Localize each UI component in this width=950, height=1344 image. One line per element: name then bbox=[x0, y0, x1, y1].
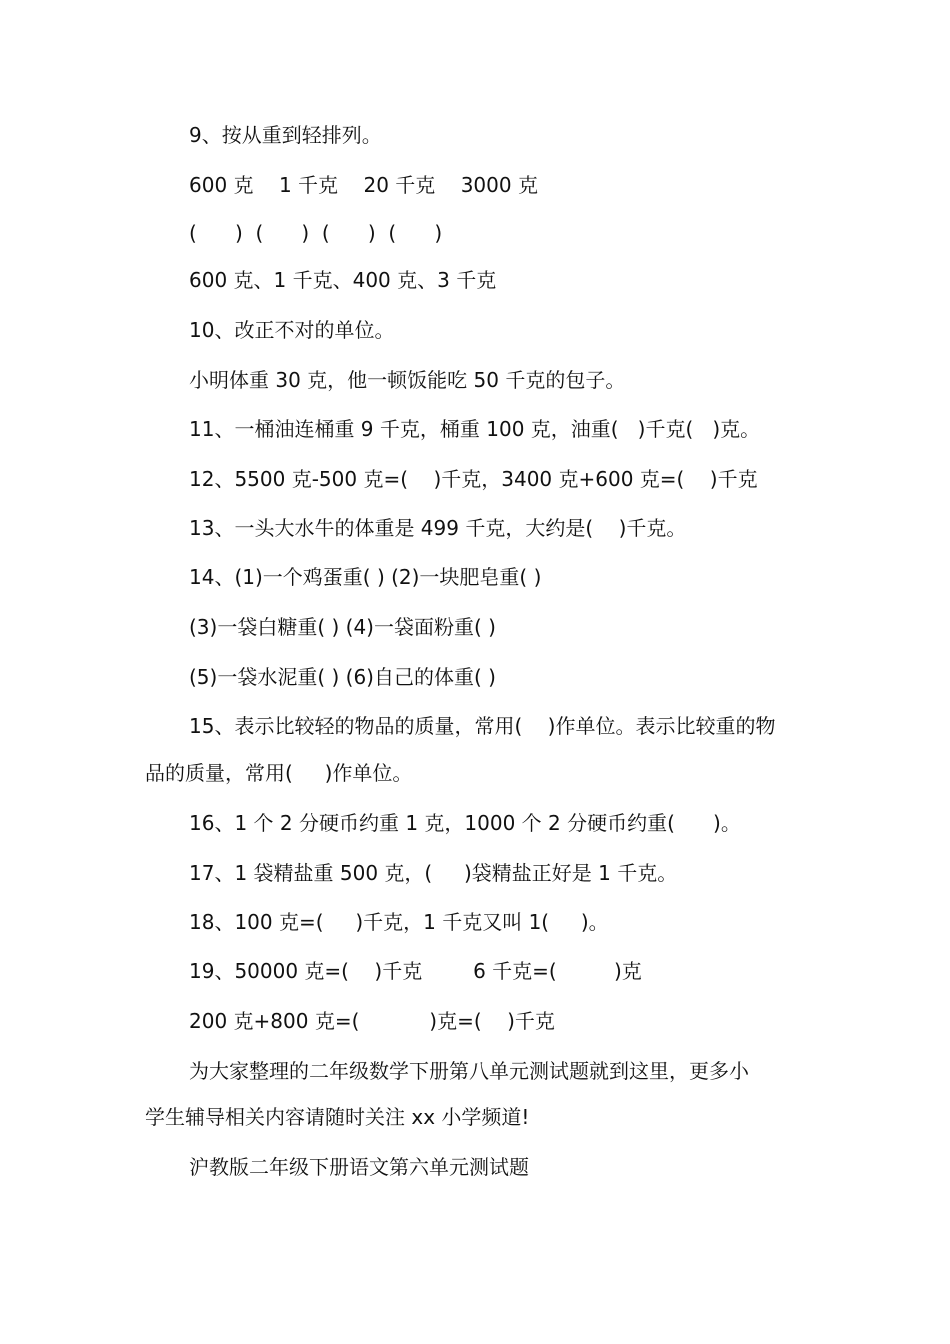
question-15-line-2: 品的质量，常用( )作单位。 bbox=[145, 761, 413, 785]
question-14-line-3: (5)一袋水泥重( ) (6)自己的体重( ) bbox=[189, 665, 496, 689]
question-16: 16、1 个 2 分硬币约重 1 克，1000 个 2 分硬币约重( )。 bbox=[189, 811, 741, 835]
question-10-sentence: 小明体重 30 克，他一顿饭能吃 50 千克的包子。 bbox=[189, 368, 626, 392]
next-article-title: 沪教版二年级下册语文第六单元测试题 bbox=[189, 1155, 529, 1179]
question-17: 17、1 袋精盐重 500 克，( )袋精盐正好是 1 千克。 bbox=[189, 861, 678, 885]
closing-paragraph-line-1: 为大家整理的二年级数学下册第八单元测试题就到这里，更多小 bbox=[189, 1059, 749, 1083]
closing-paragraph-line-2: 学生辅导相关内容请随时关注 xx 小学频道! bbox=[145, 1105, 530, 1129]
question-9-title: 9、按从重到轻排列。 bbox=[189, 123, 382, 147]
question-14-line-1: 14、(1)一个鸡蛋重( ) (2)一块肥皂重( ) bbox=[189, 565, 542, 589]
question-9-answer: 600 克、1 千克、400 克、3 千克 bbox=[189, 268, 497, 292]
question-13: 13、一头大水牛的体重是 499 千克，大约是( )千克。 bbox=[189, 516, 687, 540]
question-18: 18、100 克=( )千克，1 千克又叫 1( )。 bbox=[189, 910, 609, 934]
question-19-line-2: 200 克+800 克=( )克=( )千克 bbox=[189, 1009, 555, 1033]
question-14-line-2: (3)一袋白糖重( ) (4)一袋面粉重( ) bbox=[189, 615, 496, 639]
question-10-title: 10、改正不对的单位。 bbox=[189, 318, 395, 342]
question-15-line-1: 15、表示比较轻的物品的质量，常用( )作单位。表示比较重的物 bbox=[189, 714, 776, 738]
question-9-blanks: ( ) ( ) ( ) ( ) bbox=[189, 221, 443, 245]
question-11: 11、一桶油连桶重 9 千克，桶重 100 克，油重( )千克( )克。 bbox=[189, 417, 761, 441]
question-19-line-1: 19、50000 克=( )千克 6 千克=( )克 bbox=[189, 959, 642, 983]
question-12: 12、5500 克-500 克=( )千克，3400 克+600 克=( )千克 bbox=[189, 467, 758, 491]
question-9-weights: 600 克 1 千克 20 千克 3000 克 bbox=[189, 173, 538, 197]
